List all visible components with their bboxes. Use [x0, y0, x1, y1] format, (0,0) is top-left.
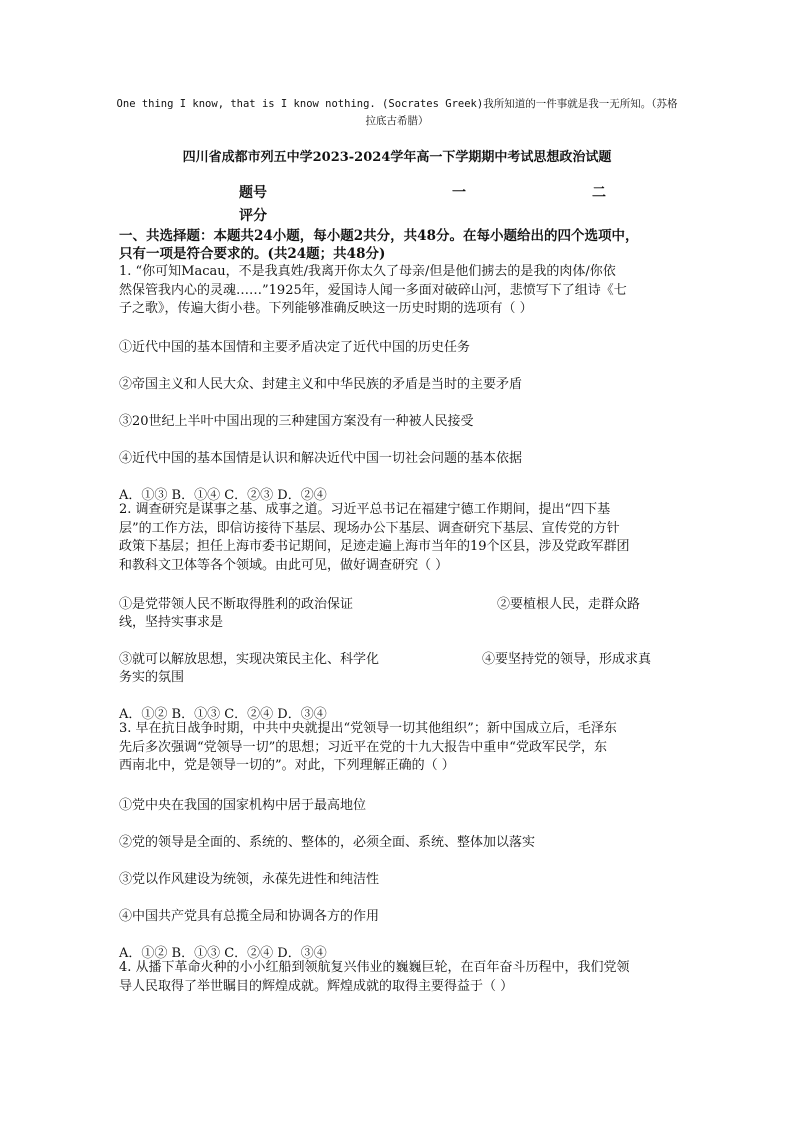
question-2-stem-line: 和教科文卫体等各个领域。由此可见，做好调查研究（ ）: [119, 558, 449, 574]
question-4-stem-line: 导人民取得了举世瞩目的辉煌成就。辉煌成就的取得主要得益于（ ）: [119, 978, 514, 994]
question-3-option-2: ②党的领导是全面的、系统的、整体的，必须全面、系统、整体加以落实: [119, 835, 536, 850]
question-2-option-2: ②要植根人民，走群众路: [497, 597, 641, 612]
question-2-stem-line: 层”的工作方法，即信访接待下基层、现场办公下基层、调查研究下基层、宣传党的方针: [119, 520, 620, 536]
score-table-col-1: 一: [452, 185, 466, 201]
question-3-stem: [119, 720, 679, 776]
question-2-stem: [119, 501, 679, 576]
score-table-col-2: 二: [592, 185, 606, 201]
question-3-option-3: ③党以作风建设为统领，永葆先进性和纯洁性: [119, 872, 380, 887]
question-1-option-1: ①近代中国的基本国情和主要矛盾决定了近代中国的历史任务: [119, 340, 471, 355]
question-2-option-1: ①是党带领人民不断取得胜利的政治保证: [119, 597, 354, 612]
question-2-option-2-cont: 线，坚持实事求是: [119, 615, 224, 630]
question-4-stem-line: 4. 从播下革命火种的小小红船到领航复兴伟业的巍巍巨轮，在百年奋斗历程中，我们党领: [119, 960, 630, 975]
question-2-option-4: ④要坚持党的领导，形成求真: [482, 652, 652, 667]
motto-quote: [0, 96, 794, 130]
question-1-stem: [119, 263, 679, 319]
question-3-option-4: ④中国共产党具有总揽全局和协调各方的作用: [119, 909, 380, 924]
score-table-col-label: 题号: [239, 185, 267, 201]
question-1-stem-line: 子之歌》，传遍大街小巷。下列能够准确反映这一历史时期的选项有（ ）: [119, 301, 533, 317]
motto-line-2: 拉底古希腊）: [365, 115, 429, 127]
section-heading-line-2: 只有一项是符合要求的。(共24题；共48分): [119, 246, 386, 262]
question-1-answers: A．①③ B．①④ C．②③ D．②④: [119, 488, 327, 503]
question-1-option-3: ③20世纪上半叶中国出现的三种建国方案没有一种被人民接受: [119, 414, 474, 429]
question-3-stem-line: 先后多次强调“党领导一切”的思想；习近平在党的十九大报告中重申“党政军民学，东: [119, 739, 607, 755]
question-2-stem-line: 政策下基层；担任上海市委书记期间，足迹走遍上海市当年的19个区县，涉及党政军群团: [119, 539, 630, 555]
section-heading-line-1: 一、共选择题：本题共24小题，每小题2共分，共48分。在每小题给出的四个选项中，: [119, 228, 639, 244]
question-2-stem-line: 2. 调查研究是谋事之基、成事之道。习近平总书记在福建宁德工作期间，提出“四下基: [119, 502, 611, 517]
question-2-option-3: ③就可以解放思想，实现决策民主化、科学化: [119, 652, 380, 667]
question-1-stem-line: 然保管我内心的灵魂……”1925年，爱国诗人闻一多面对破碎山河，悲愤写下了组诗《七: [119, 282, 627, 298]
score-table-row-label: 评分: [239, 208, 267, 224]
question-3-answers: A．①② B．①③ C．②④ D．③④: [119, 946, 327, 961]
question-4-stem: [119, 959, 679, 996]
motto-line-1: One thing I know, that is I know nothing. (Socrates Greek)我所知道的一件事就是我一无所知。（苏格: [116, 98, 678, 110]
question-2-option-4-cont: 务实的氛围: [119, 670, 185, 685]
question-1-option-4: ④近代中国的基本国情是认识和解决近代中国一切社会问题的基本依据: [119, 451, 523, 466]
question-1-stem-line: 1. “你可知Macau，不是我真姓/我离开你太久了母亲/但是他们掳去的是我的肉体/你依: [119, 264, 616, 279]
question-1-option-2: ②帝国主义和人民大众、封建主义和中华民族的矛盾是当时的主要矛盾: [119, 377, 523, 392]
section-heading: [119, 227, 679, 263]
question-3-stem-line: 西南北中，党是领导一切的”。对此，下列理解正确的（ ）: [119, 758, 455, 774]
question-2-answers: A．①② B．①③ C．②④ D．③④: [119, 707, 327, 722]
question-3-stem-line: 3. 早在抗日战争时期，中共中央就提出“党领导一切其他组织”；新中国成立后，毛泽东: [119, 721, 617, 736]
question-3-option-1: ①党中央在我国的国家机构中居于最高地位: [119, 798, 367, 813]
page-title: 四川省成都市列五中学2023-2024学年高一下学期期中考试思想政治试题: [182, 150, 612, 165]
